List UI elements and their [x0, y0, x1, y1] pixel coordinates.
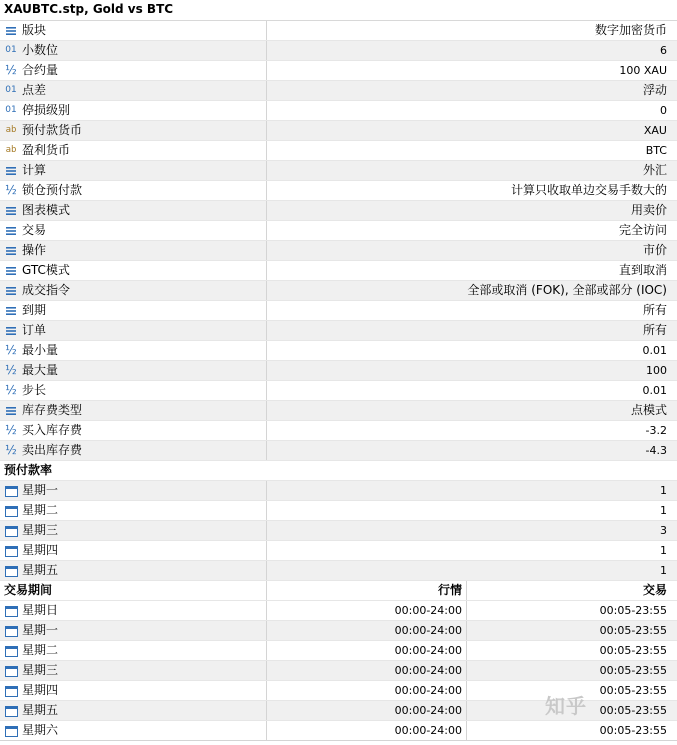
text-icon: ab: [5, 145, 17, 155]
calendar-icon: [4, 484, 18, 498]
list-icon: [4, 244, 18, 258]
day-label: 星期三: [22, 663, 59, 677]
session-row[interactable]: [0, 621, 677, 641]
list-icon: [4, 204, 18, 218]
calendar-icon: [4, 604, 18, 618]
property-label: 计算: [22, 163, 47, 177]
list-icon: [4, 304, 18, 318]
margin-row[interactable]: [0, 521, 677, 541]
property-label: 订单: [22, 323, 47, 337]
property-value: 0.01: [642, 384, 667, 397]
property-row[interactable]: [0, 121, 677, 141]
trade-hours: 00:05-23:55: [599, 624, 667, 637]
fraction-icon: ½: [5, 443, 17, 457]
property-value: -4.3: [645, 444, 667, 457]
digits-icon: 01: [5, 105, 17, 115]
property-row[interactable]: [0, 141, 677, 161]
properties-table: [0, 21, 677, 461]
property-row[interactable]: [0, 241, 677, 261]
margin-rate: 1: [660, 544, 667, 557]
list-icon: [4, 164, 18, 178]
quotes-hours: 00:00-24:00: [267, 701, 467, 720]
day-label: 星期四: [22, 543, 59, 557]
property-row[interactable]: [0, 341, 677, 361]
property-label: 停损级别: [22, 103, 71, 117]
quotes-hours: 00:00-24:00: [267, 621, 467, 640]
property-row[interactable]: [0, 21, 677, 41]
list-icon: [4, 224, 18, 238]
day-label: 星期五: [22, 703, 59, 717]
property-label: 到期: [22, 303, 47, 317]
property-row[interactable]: [0, 221, 677, 241]
property-row[interactable]: [0, 101, 677, 121]
list-icon: [4, 324, 18, 338]
trade-hours: 00:05-23:55: [599, 664, 667, 677]
day-label: 星期日: [22, 603, 59, 617]
sessions-header: [0, 581, 677, 601]
day-label: 星期三: [22, 523, 59, 537]
watermark: 知乎: [545, 694, 587, 718]
property-value: 6: [660, 44, 667, 57]
property-label: 操作: [22, 243, 47, 257]
fraction-icon: ½: [5, 383, 17, 397]
margin-row[interactable]: [0, 561, 677, 581]
property-label: 锁仓预付款: [22, 183, 83, 197]
property-value: 外汇: [642, 163, 667, 177]
margin-rate: 1: [660, 484, 667, 497]
calendar-icon: [4, 504, 18, 518]
calendar-icon: [4, 624, 18, 638]
property-value: 市价: [642, 243, 667, 257]
quotes-hours: 00:00-24:00: [267, 641, 467, 660]
property-value: 全部或取消 (FOK), 全部或部分 (IOC): [467, 283, 667, 297]
margin-rate: 1: [660, 504, 667, 517]
trade-hours: 00:05-23:55: [599, 604, 667, 617]
margin-table: [0, 481, 677, 581]
quotes-hours: 00:00-24:00: [267, 601, 467, 620]
property-value: 0.01: [642, 344, 667, 357]
list-icon: [4, 264, 18, 278]
margin-section-title: 预付款率: [0, 461, 677, 481]
property-row[interactable]: [0, 201, 677, 221]
property-value: 数字加密货币: [594, 23, 667, 37]
property-label: 最大量: [22, 363, 59, 377]
property-label: 预付款货币: [22, 123, 83, 137]
property-value: 100 XAU: [619, 64, 667, 77]
property-value: XAU: [643, 124, 667, 137]
property-label: 合约量: [22, 63, 59, 77]
quotes-hours: 00:00-24:00: [267, 721, 467, 740]
calendar-icon: [4, 544, 18, 558]
calendar-icon: [4, 564, 18, 578]
calendar-icon: [4, 724, 18, 738]
property-value: 计算只收取单边交易手数大的: [510, 183, 667, 197]
day-label: 星期一: [22, 483, 59, 497]
session-row[interactable]: [0, 641, 677, 661]
session-row[interactable]: [0, 661, 677, 681]
calendar-icon: [4, 684, 18, 698]
property-row[interactable]: [0, 161, 677, 181]
bottom-border: [0, 740, 677, 745]
property-row[interactable]: [0, 261, 677, 281]
fraction-icon: ½: [5, 423, 17, 437]
day-label: 星期二: [22, 503, 59, 517]
property-label: 图表模式: [22, 203, 71, 217]
property-label: 小数位: [22, 43, 59, 57]
margin-row[interactable]: [0, 501, 677, 521]
trade-hours: 00:05-23:55: [599, 724, 667, 737]
day-label: 星期二: [22, 643, 59, 657]
calendar-icon: [4, 644, 18, 658]
property-label: 版块: [22, 23, 47, 37]
property-row[interactable]: [0, 281, 677, 301]
list-icon: [4, 24, 18, 38]
property-value: 100: [646, 364, 667, 377]
trade-hours: 00:05-23:55: [599, 684, 667, 697]
margin-rate: 1: [660, 564, 667, 577]
digits-icon: 01: [5, 85, 17, 95]
digits-icon: 01: [5, 45, 17, 55]
property-row[interactable]: [0, 301, 677, 321]
property-row[interactable]: [0, 441, 677, 461]
day-label: 星期六: [22, 723, 59, 737]
margin-row[interactable]: [0, 541, 677, 561]
property-value: 直到取消: [618, 263, 667, 277]
property-row[interactable]: [0, 421, 677, 441]
property-value: 所有: [642, 323, 667, 337]
trade-column-header[interactable]: 交易: [642, 583, 667, 597]
property-label: 盈利货币: [22, 143, 71, 157]
sessions-title: 交易期间: [0, 581, 267, 600]
property-label: 库存费类型: [22, 403, 83, 417]
margin-rate: 3: [660, 524, 667, 537]
day-label: 星期一: [22, 623, 59, 637]
property-row[interactable]: [0, 381, 677, 401]
calendar-icon: [4, 664, 18, 678]
session-row[interactable]: [0, 721, 677, 741]
property-label: 点差: [22, 83, 47, 97]
property-row[interactable]: [0, 41, 677, 61]
property-row[interactable]: [0, 61, 677, 81]
sessions-table: [0, 601, 677, 741]
property-label: 卖出库存费: [22, 443, 83, 457]
session-row[interactable]: [0, 601, 677, 621]
fraction-icon: ½: [5, 363, 17, 377]
property-label: GTC模式: [22, 263, 70, 277]
property-label: 成交指令: [22, 283, 71, 297]
property-value: 0: [660, 104, 667, 117]
property-row[interactable]: [0, 181, 677, 201]
property-value: 浮动: [642, 83, 667, 97]
property-row[interactable]: [0, 401, 677, 421]
property-label: 步长: [22, 383, 47, 397]
quotes-column-header[interactable]: 行情: [267, 581, 467, 600]
text-icon: ab: [5, 125, 17, 135]
property-label: 最小量: [22, 343, 59, 357]
fraction-icon: ½: [5, 183, 17, 197]
quotes-hours: 00:00-24:00: [267, 681, 467, 700]
property-value: BTC: [645, 144, 667, 157]
calendar-icon: [4, 524, 18, 538]
day-label: 星期五: [22, 563, 59, 577]
property-value: 点模式: [630, 403, 667, 417]
property-label: 交易: [22, 223, 47, 237]
trade-hours: 00:05-23:55: [599, 644, 667, 657]
property-row[interactable]: [0, 361, 677, 381]
fraction-icon: ½: [5, 63, 17, 77]
day-label: 星期四: [22, 683, 59, 697]
window-title: XAUBTC.stp, Gold vs BTC: [0, 0, 677, 21]
list-icon: [4, 284, 18, 298]
property-label: 买入库存费: [22, 423, 83, 437]
property-row[interactable]: [0, 81, 677, 101]
property-value: 完全访问: [618, 223, 667, 237]
fraction-icon: ½: [5, 343, 17, 357]
margin-row[interactable]: [0, 481, 677, 501]
calendar-icon: [4, 704, 18, 718]
list-icon: [4, 404, 18, 418]
quotes-hours: 00:00-24:00: [267, 661, 467, 680]
trade-hours: 00:05-23:55: [599, 704, 667, 717]
property-row[interactable]: [0, 321, 677, 341]
property-value: 所有: [642, 303, 667, 317]
property-value: 用卖价: [630, 203, 667, 217]
property-value: -3.2: [645, 424, 667, 437]
